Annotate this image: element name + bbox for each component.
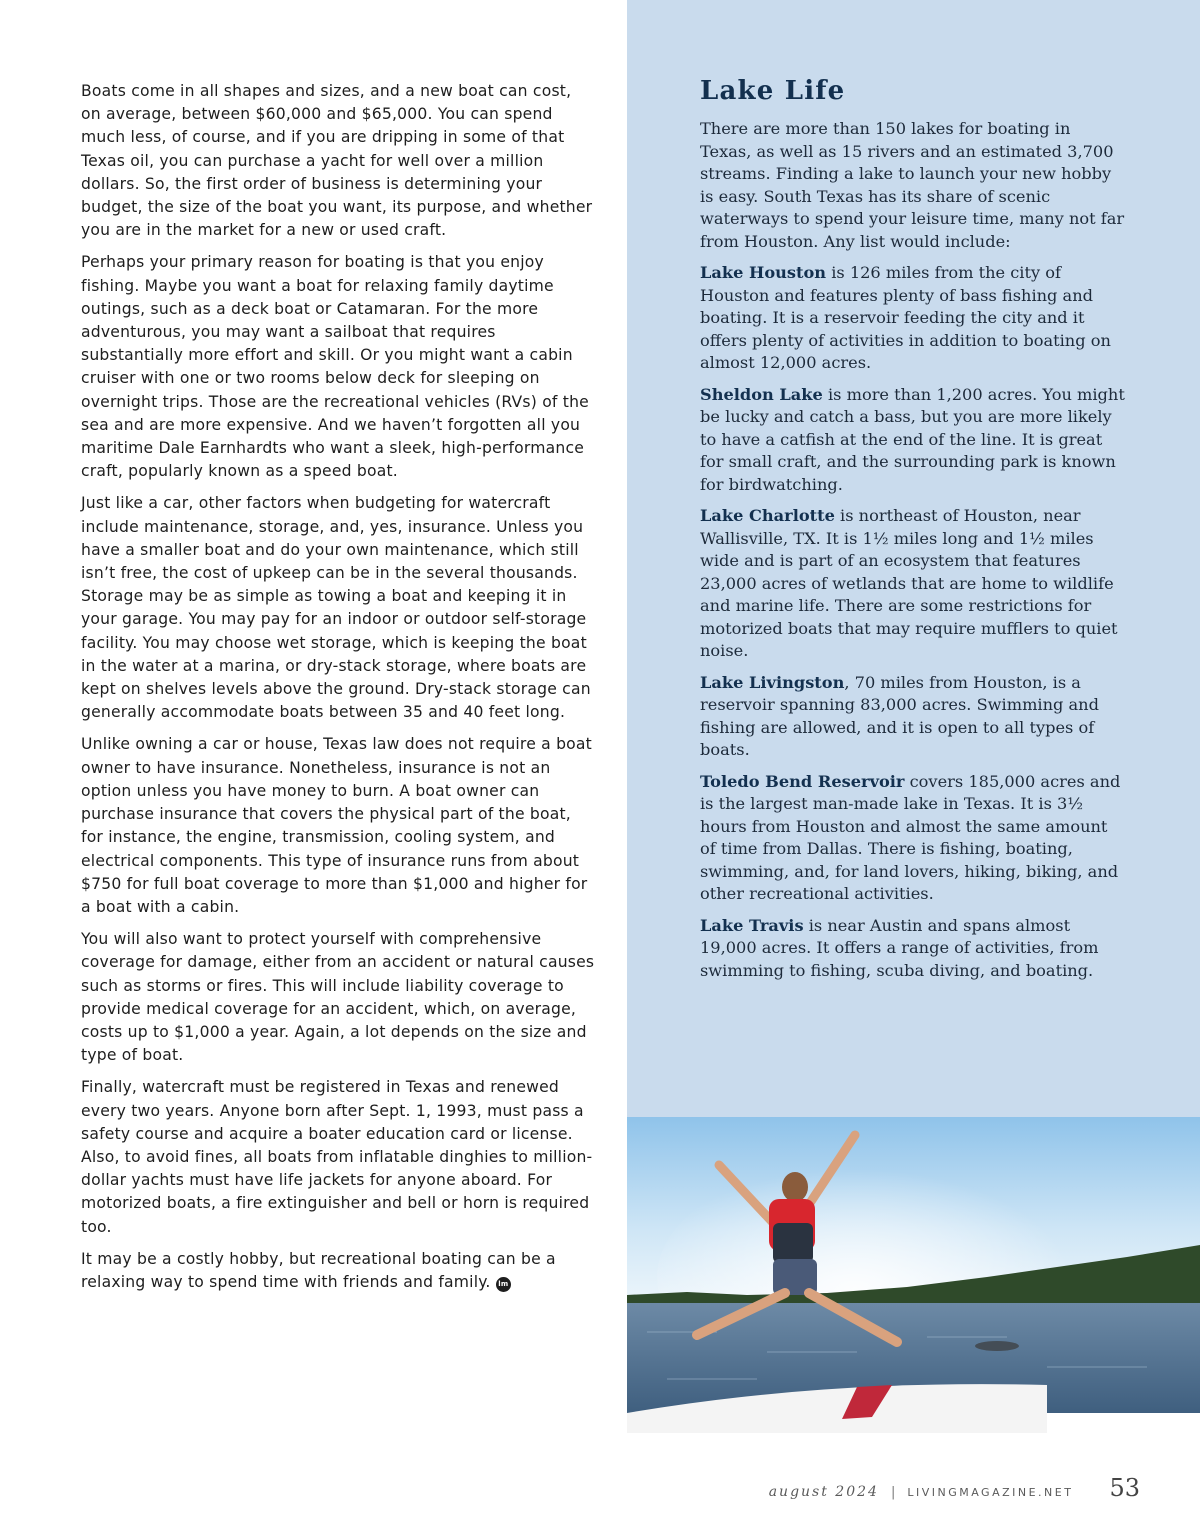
article-paragraph: Boats come in all shapes and sizes, and a new boat can cost, on average, between $60,000 and $65,000. You can spend much less, of course, and if you are dripping in some of that Texas oil, you can purchase a yacht for well over a million dollars. So, the first order of business is determining your budget, the size of the boat you want, its purpose, and whether you are in the market for a new or used craft. bbox=[81, 82, 593, 240]
swimmers bbox=[975, 1341, 1019, 1351]
lake-name: Lake Livingston bbox=[700, 672, 845, 692]
lake-entry bbox=[700, 262, 1125, 375]
article-paragraph: Unlike owning a car or house, Texas law does not require a boat owner to have insurance. Nonetheless, insurance is not an option unless you have money to burn. A boat owner can purchase insurance that covers the physical part of the boat, for instance, the engine, transmission, cooling system, and electrical components. This type of insurance runs from about $750 for full boat coverage to more than $1,000 and higher for a boat with a cabin. bbox=[81, 735, 592, 916]
page-number: 53 bbox=[1109, 1474, 1140, 1502]
lake-description: , 70 miles from Houston, is a reservoir spanning 83,000 acres. Swimming and fishing are allowed, and it is open to all types of boats. bbox=[700, 672, 1099, 759]
article-paragraph: Just like a car, other factors when budgeting for watercraft include maintenance, storage, and, yes, insurance. Unless you have a smaller boat and do your own maintenance, which still isn’t free, the cost of upkeep can be in the several thousands. Storage may be as simple as towing a boat and keeping it in your garage. You may pay for an indoor or outdoor self-storage facility. You may choose wet storage, which is keeping the boat in the water at a marina, or dry-stack storage, where boats are kept on shelves levels above the ground. Dry-stack storage can generally accommodate boats between 35 and 40 feet long. bbox=[81, 494, 591, 722]
article-paragraph: You will also want to protect yourself with comprehensive coverage for damage, either from an accident or natural causes such as storms or fires. This will include liability coverage to provide medical coverage for an accident, which, on average, costs up to $1,000 a year. Again, a lot depends on the size and type of boat. bbox=[81, 930, 595, 1065]
article-body bbox=[81, 80, 596, 1303]
sidebar-title: Lake Life bbox=[700, 76, 846, 106]
lake-entry bbox=[700, 505, 1125, 663]
lake-description: covers 185,000 acres and is the largest man-made lake in Texas. It is 3½ hours from Houston and almost the same amount of time from Dallas. There is fishing, boating, swimming, and, for land lovers, hiking, biking, and other recreational activities. bbox=[700, 771, 1121, 903]
page-footer bbox=[769, 1474, 1140, 1502]
photo-illustration bbox=[627, 1117, 1200, 1433]
sidebar-body bbox=[700, 118, 1125, 991]
lake-name: Toledo Bend Reservoir bbox=[700, 771, 905, 791]
lake-description: is near Austin and spans almost 19,000 acres. It offers a range of activities, from swimming to fishing, scuba diving, and boating. bbox=[700, 915, 1099, 980]
footer-separator: | bbox=[890, 1485, 896, 1500]
lake-description: is more than 1,200 acres. You might be lucky and catch a bass, but you are more likely to have a catfish at the end of the line. It is great for small craft, and the surrounding park is known for birdwatching. bbox=[700, 384, 1125, 494]
article-paragraph-last bbox=[81, 1248, 596, 1294]
sidebar-intro: There are more than 150 lakes for boating in Texas, as well as 15 rivers and an estimated 3,700 streams. Finding a lake to launch your new hobby is easy. South Texas has its share of scenic waterways to spend your leisure time, many not far from Houston. Any list would include: bbox=[700, 119, 1125, 251]
lake-entry bbox=[700, 771, 1125, 906]
lake-name: Lake Charlotte bbox=[700, 506, 835, 525]
lake-entry bbox=[700, 915, 1125, 983]
lake-name: Lake Travis bbox=[700, 915, 804, 935]
article-paragraph: Finally, watercraft must be registered in Texas and renewed every two years. Anyone born after Sept. 1, 1993, must pass a safety course and acquire a boater education card or license. Also, to avoid fines, all boats from inflatable dinghies to million-dollar yachts must have life jackets for anyone aboard. For motorized boats, a fire extinguisher and bell or horn is required too. bbox=[81, 1078, 593, 1236]
footer-date: august 2024 bbox=[768, 1484, 879, 1500]
lake-entry bbox=[700, 384, 1125, 497]
article-paragraph-text: It may be a costly hobby, but recreational boating can be a relaxing way to spend time with friends and family. bbox=[81, 1249, 556, 1291]
lake-description: is 126 miles from the city of Houston and features plenty of bass fishing and boating. It is a reservoir feeding the city and it offers plenty of activities in addition to boating on almost 12,000 acres. bbox=[700, 263, 1111, 372]
lake-name: Lake Houston bbox=[700, 263, 827, 282]
article-paragraph: Perhaps your primary reason for boating is that you enjoy fishing. Maybe you want a boat for relaxing family daytime outings, such as a deck boat or Catamaran. For the more adventurous, you may want a sailboat that requires substantially more effort and skill. Or you might want a cabin cruiser with one or two rooms below deck for sleeping on overnight trips. Those are the recreational vehicles (RVs) of the sea and are more expensive. And we haven’t forgotten all you maritime Dale Earnhardts who want a sleek, high-performance craft, popularly known as a speed boat. bbox=[81, 253, 589, 481]
footer-site: LIVINGMAGAZINE.NET bbox=[907, 1486, 1074, 1499]
lake-name: Sheldon Lake bbox=[700, 384, 823, 404]
lake-description: is northeast of Houston, near Wallisville, TX. It is 1½ miles long and 1½ miles wide and is part of an ecosystem that features 23,000 acres of wetlands that are home to wildlife and marine life. There are some restrictions for motorized boats that may require mufflers to quiet noise. bbox=[700, 506, 1118, 660]
lake-jump-photo bbox=[627, 1117, 1200, 1433]
end-mark-icon: lm bbox=[496, 1277, 511, 1292]
lake-entry bbox=[700, 672, 1125, 762]
lake-life-sidebar bbox=[627, 0, 1200, 1117]
